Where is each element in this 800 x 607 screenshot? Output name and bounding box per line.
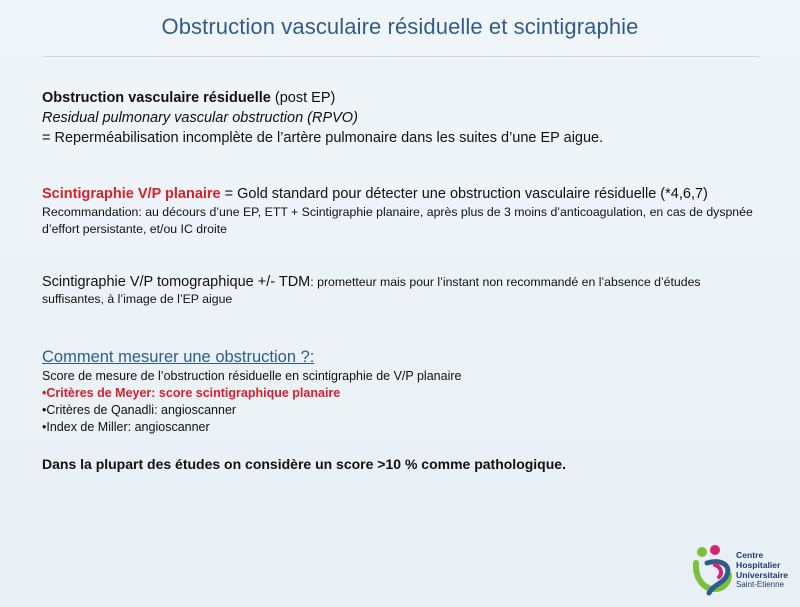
chu-logo [693, 543, 793, 599]
conclusion-text: Dans la plupart des études on considère un score >10 % comme pathologique. [42, 456, 566, 472]
measurement-block [42, 346, 762, 436]
meyer-criteria: •Critères de Meyer: score scintigraphique planaire [42, 386, 341, 400]
qanadli-criteria: •Critères de Qanadli: angioscanner [42, 403, 237, 417]
planar-scintigraphy-label: Scintigraphie V/P planaire [42, 186, 221, 202]
logo-line-4: Saint-Etienne [736, 580, 785, 589]
tomographic-label: Scintigraphie V/P tomographique +/- TDM [42, 274, 311, 290]
english-term: Residual pulmonary vascular obstruction (RPVO) [42, 110, 358, 126]
gold-standard-text: = Gold standard pour détecter une obstruction vasculaire résiduelle (*4,6,7) [220, 186, 708, 202]
term-suffix: (post EP) [270, 90, 336, 106]
definition-term [42, 88, 762, 108]
term-bold: Obstruction vasculaire résiduelle [42, 90, 271, 106]
measurement-intro: Score de mesure de l’obstruction résiduelle en scintigraphie de V/P planaire [42, 369, 462, 383]
tomographic-comment-cont: suffisantes, à l’image de l’EP aigue [42, 292, 233, 306]
gold-standard-line [42, 184, 782, 204]
planar-scintigraphy-block [42, 184, 782, 238]
slide-title: Obstruction vasculaire résiduelle et scintigraphie [161, 14, 639, 39]
definition-block [42, 88, 762, 148]
slide-content [42, 88, 762, 472]
tomographic-comment: : prometteur mais pour l’instant non recommandé en l’absence d’études [310, 275, 701, 289]
miller-index: •Index de Miller: angioscanner [42, 420, 210, 434]
recommendation-text: Recommandation: au décours d’une EP, ETT + Scintigraphie planaire, après plus de 3 moins d’anticoagulation, en cas de dyspnée d’effort persistante, et/ou IC droite [42, 205, 753, 236]
logo-line-3: Universitaire [736, 570, 789, 580]
definition-text: = Reperméabilisation incomplète de l’artère pulmonaire dans les suites d’une EP aigue. [42, 130, 604, 146]
title-divider [43, 56, 759, 57]
chu-logo-mark [693, 543, 735, 599]
tomographic-line [42, 273, 762, 291]
logo-line-1: Centre [736, 550, 764, 560]
chu-logo-text [736, 550, 788, 590]
logo-line-2: Hospitalier [736, 560, 781, 570]
measurement-heading: Comment mesurer une obstruction ?: [42, 348, 315, 366]
tomographic-block [42, 273, 762, 308]
